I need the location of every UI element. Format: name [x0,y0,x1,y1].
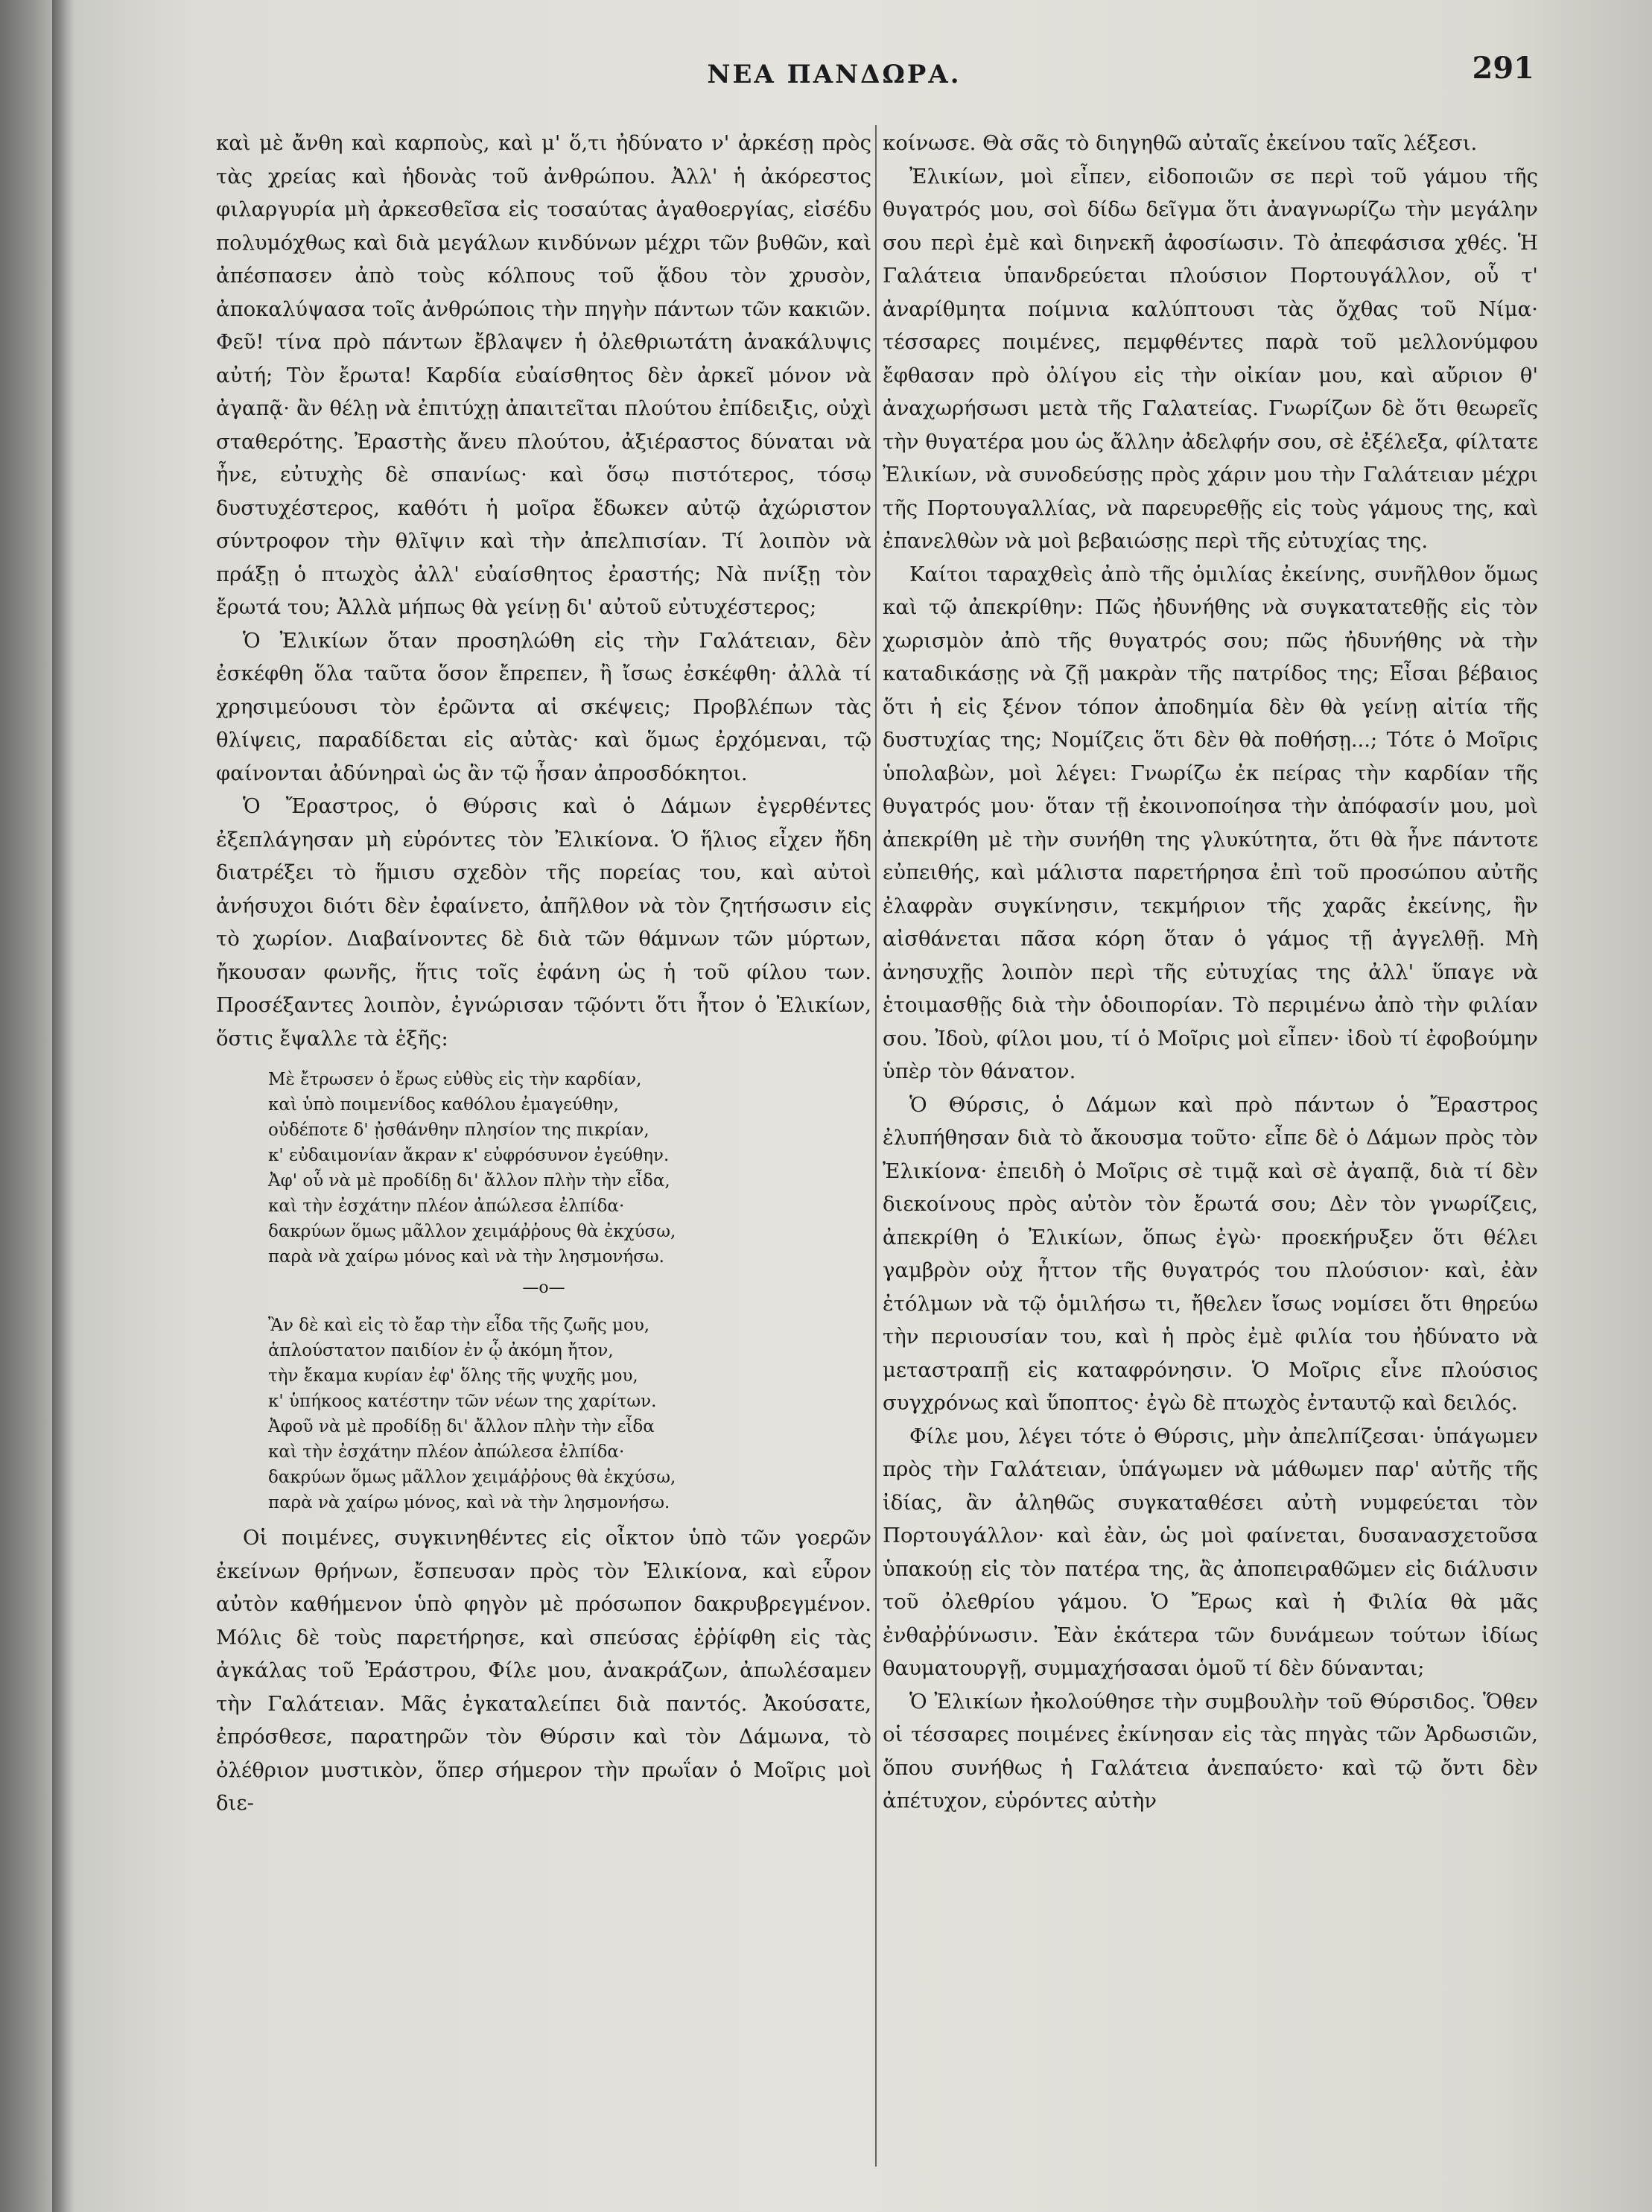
poem-line: δακρύων ὅμως μᾶλλον χειμάῤῥους θὰ ἐκχύσω, [268,1222,676,1241]
poem-line: ἁπλούστατον παιδίον ἐν ᾧ ἀκόμη ἤτον, [268,1341,614,1360]
poem-line: καὶ τὴν ἐσχάτην πλέον ἀπώλεσα ἐλπίδα· [268,1442,625,1462]
poem-line: καὶ τὴν ἐσχάτην πλέον ἀπώλεσα ἐλπίδα· [268,1197,625,1216]
poem-line: Ἀφ' οὗ νὰ μὲ προδίδῃ δι' ἄλλον πλὴν τὴν εἶδα, [268,1171,670,1191]
poem-line: καὶ ὑπὸ ποιμενίδος καθόλου ἐμαγεύθην, [268,1095,619,1115]
right-paragraph-5: Φίλε μου, λέγει τότε ὁ Θύρσις, μὴν ἀπελπίζεσαι· ὑπάγωμεν πρὸς τὴν Γαλάτειαν, ὑπάγωμεν νὰ μάθωμεν παρ' αὐτῆς τῆς ἰδίας, ἂν ἀληθῶς συγκαταθέσει αὐτὴ νυμφεύεται τὸν Πορτουγάλλον· καὶ ἐὰν, ὡς μοὶ φαίνεται, δυσανασχετοῦσα ὑπακούῃ εἰς τὸν πατέρα της, ἂς ἀποπειραθῶμεν εἰς διάλυσιν τοῦ ὀλεθρίου γάμου. Ὁ Ἔρως καὶ ἡ Φιλία θὰ μᾶς ἐνθαῤῥύνωσιν. Ἐὰν ἑκάτερα τῶν δυνάμεων τούτων ἰδίως θαυματουργῇ, συμμαχήσασαι ὁμοῦ τί δὲν δύνανται; [883,1424,1538,1680]
right-paragraph-1: κοίνωσε. Θὰ σᾶς τὸ διηγηθῶ αὐταῖς ἐκείνου ταῖς λέξεσι. [883,131,1478,155]
left-column [216,127,871,1820]
poem-stanza-1 [268,1067,871,1270]
poem-line: Ἂν δὲ καὶ εἰς τὸ ἔαρ τὴν εἶδα τῆς ζωῆς μου, [268,1316,650,1335]
right-paragraph-6: Ὁ Ἐλικίων ἠκολούθησε τὴν συμβουλὴν τοῦ Θύρσιδος. Ὅθεν οἱ τέσσαρες ποιμένες ἐκίνησαν εἰς τὰς πηγὰς τῶν Ἀρδωσιῶν, ὅπου συνήθως ἡ Γαλάτεια ἀνεπαύετο· καὶ τῷ ὄντι δὲν ἀπέτυχον, εὑρόντες αὐτὴν [883,1689,1538,1813]
poem-line: παρὰ νὰ χαίρω μόνος, καὶ νὰ τὴν λησμονήσω. [268,1493,670,1512]
book-gutter-shadow [52,0,74,2212]
left-paragraph-4: Οἱ ποιμένες, συγκινηθέντες εἰς οἶκτον ὑπὸ τῶν γοερῶν ἐκείνων θρήνων, ἔσπευσαν πρὸς τὸν Ἐλικίονα, καὶ εὗρον αὐτὸν καθήμενον ὑπὸ φηγὸν μὲ πρόσωπον δακρυβρεγμένον. Μόλις δὲ τοὺς παρετήρησε, καὶ σπεύσας ἐῤῥίφθη εἰς τὰς ἀγκάλας τοῦ Ἐράστρου, Φίλε μου, ἀνακράζων, ἀπωλέσαμεν τὴν Γαλάτειαν. Μᾶς ἐγκαταλείπει διὰ παντός. Ἀκούσατε, ἐπρόσθεσε, παρατηρῶν τὸν Θύρσιν καὶ τὸν Δάμωνα, τὸ ὀλέθριον μυστικὸν, ὅπερ σήμερον τὴν πρωΐαν ὁ Μοῖρις μοὶ διε- [216,1526,871,1815]
poem-stanza-2 [268,1313,871,1515]
poem-line: κ' εὐδαιμονίαν ἄκραν κ' εὐφρόσυνον ἐγεύθην. [268,1146,670,1165]
poem-line: Μὲ ἔτρωσεν ὁ ἔρως εὐθὺς εἰς τὴν καρδίαν, [268,1070,642,1089]
right-column [883,127,1538,1818]
left-paragraph-1: καὶ μὲ ἄνθη καὶ καρποὺς, καὶ μ' ὅ,τι ἠδύνατο ν' ἀρκέσῃ πρὸς τὰς χρείας καὶ ἡδονὰς τοῦ ἀνθρώπου. Ἀλλ' ἡ ἀκόρεστος φιλαργυρία μὴ ἀρκεσθεῖσα εἰς τοσαύτας ἀγαθοεργίας, εἰσέδυ πολυμόχθως καὶ διὰ μεγάλων κινδύνων μέχρι τῶν βυθῶν, καὶ ἀπέσπασεν ἀπὸ τοὺς κόλπους τοῦ ᾅδου τὸν χρυσὸν, ἀποκαλύψασα τοῖς ἀνθρώποις τὴν πηγὴν πάντων τῶν κακιῶν. Φεῦ! τίνα πρὸ πάντων ἔβλαψεν ἡ ὀλεθριωτάτη ἀνακάλυψις αὐτή; Τὸν ἔρωτα! Καρδία εὐαίσθητος δὲν ἀρκεῖ μόνον νὰ ἀγαπᾷ· ἂν θέλῃ νὰ ἐπιτύχῃ ἀπαιτεῖται πλούτου ἐπίδειξις, οὐχὶ σταθερότης. Ἐραστὴς ἄνευ πλούτου, ἀξιέραστος δύναται νὰ ἦνε, εὐτυχὴς δὲ σπανίως· καὶ ὅσῳ πιστότερος, τόσῳ δυστυχέστερος, καθότι ἡ μοῖρα ἔδωκεν αὐτῷ ἀχώριστον σύντροφον τὴν θλῖψιν καὶ τὴν ἀπελπισίαν. Τί λοιπὸν νὰ πράξῃ ὁ πτωχὸς ἀλλ' εὐαίσθητος ἐραστής; Νὰ πνίξῃ τὸν ἔρωτά του; Ἀλλὰ μήπως θὰ γείνῃ δι' αὐτοῦ εὐτυχέστερος; [216,131,871,619]
running-title: ΝΕΑ ΠΑΝΔΩΡΑ. [707,60,962,89]
page-number: 291 [1472,51,1534,86]
column-rule [875,125,877,2167]
stanza-separator: —o— [522,1278,565,1297]
right-paragraph-2: Ἐλικίων, μοὶ εἶπεν, εἰδοποιῶν σε περὶ τοῦ γάμου τῆς θυγατρός μου, σοὶ δίδω δεῖγμα ὅτι ἀναγνωρίζω τὴν μεγάλην σου περὶ ἐμὲ καὶ διηνεκῆ ἀφοσίωσιν. Τὸ ἀπεφάσισα χθές. Ἡ Γαλάτεια ὑπανδρεύεται πλούσιον Πορτουγάλλον, οὗ τ' ἀναρίθμητα ποίμνια καλύπτουσι τὰς ὄχθας τοῦ Νίμα· τέσσαρες ποιμένες, πεμφθέντες παρὰ τοῦ μελλονύμφου ἔφθασαν πρὸ ὀλίγου εἰς τὴν οἰκίαν μου, καὶ αὔριον θ' ἀναχωρήσωσι μετὰ τῆς Γαλατείας. Γνωρίζων δὲ ὅτι θεωρεῖς τὴν θυγατέρα μου ὡς ἄλλην ἀδελφήν σου, σὲ ἐξέλεξα, φίλτατε Ἐλικίων, νὰ συνοδεύσῃς πρὸς χάριν μου τὴν Γαλάτειαν μέχρι τῆς Πορτουγαλλίας, νὰ παρευρεθῇς εἰς τοὺς γάμους της, καὶ ἐπανελθὼν νὰ μοὶ βεβαιώσῃς περὶ τῆς εὐτυχίας της. [883,164,1538,553]
poem-line: κ' ὑπήκοος κατέστην τῶν νέων της χαρίτων. [268,1392,657,1411]
poem-line: Ἀφοῦ νὰ μὲ προδίδῃ δι' ἄλλον πλὴν τὴν εἶδα [268,1417,655,1436]
right-paragraph-3: Καίτοι ταραχθεὶς ἀπὸ τῆς ὁμιλίας ἐκείνης, συνῆλθον ὅμως καὶ τῷ ἀπεκρίθην: Πῶς ἠδυνήθης νὰ συγκατατεθῇς εἰς τὸν χωρισμὸν ἀπὸ τῆς θυγατρός σου; πῶς ἠδυνήθης νὰ τὴν καταδικάσῃς νὰ ζῇ μακρὰν τῆς πατρίδος της; Εἶσαι βέβαιος ὅτι ἡ εἰς ξένον τόπον ἀποδημία δὲν θὰ γείνῃ αἰτία τῆς δυστυχίας της; Νομίζεις ὅτι δὲν θὰ ποθήσῃ...; Τότε ὁ Μοῖρις ὑπολαβὼν, μοὶ λέγει: Γνωρίζω ἐκ πείρας τὴν καρδίαν τῆς θυγατρός μου· ὅταν τῇ ἐκοινοποίησα τὴν ἀπόφασίν μου, μοὶ ἀπεκρίθη μὲ τὴν συνήθη της γλυκύτητα, ὅτι θὰ ἦνε πάντοτε εὐπειθής, καὶ μάλιστα παρετήρησα ἐπὶ τοῦ προσώπου αὐτῆς ἐλαφρὰν συγκίνησιν, τεκμήριον τῆς χαρᾶς ἐκείνης, ἣν αἰσθάνεται πᾶσα κόρη ὅταν ὁ γάμος τῇ ἀγγελθῇ. Μὴ ἀνησυχῇς λοιπὸν περὶ τῆς εὐτυχίας της ἀλλ' ὕπαγε νὰ ἑτοιμασθῇς διὰ τὴν ὁδοιπορίαν. Τὸ περιμένω ἀπὸ τὴν φιλίαν σου. Ἰδοὺ, φίλοι μου, τί ὁ Μοῖρις μοὶ εἶπεν· ἰδοὺ τί ἐφοβούμην ὑπὲρ τὸν θάνατον. [883,562,1538,1083]
left-paragraph-3: Ὁ Ἔραστρος, ὁ Θύρσις καὶ ὁ Δάμων ἐγερθέντες ἐξεπλάγησαν μὴ εὑρόντες τὸν Ἐλικίονα. Ὁ ἥλιος εἶχεν ἤδη διατρέξει τὸ ἥμισυ σχεδὸν τῆς πορείας του, καὶ αὐτοὶ ἀνήσυχοι διότι δὲν ἐφαίνετο, ἀπῆλθον νὰ τὸν ζητήσωσιν εἰς τὸ χωρίον. Διαβαίνοντες δὲ διὰ τῶν θάμνων τῶν μύρτων, ἤκουσαν φωνῆς, ἥτις τοῖς ἐφάνη ὡς ἡ τοῦ φίλου των. Προσέξαντες λοιπὸν, ἐγνώρισαν τῷόντι ὅτι ἦτον ὁ Ἐλικίων, ὅστις ἔψαλλε τὰ ἑξῆς: [216,794,871,1050]
poem-line: παρὰ νὰ χαίρω μόνος καὶ νὰ τὴν λησμονήσω. [268,1247,664,1267]
right-paragraph-4: Ὁ Θύρσις, ὁ Δάμων καὶ πρὸ πάντων ὁ Ἔραστρος ἐλυπήθησαν διὰ τὸ ἄκουσμα τοῦτο· εἶπε δὲ ὁ Δάμων πρὸς τὸν Ἐλικίονα· ἐπειδὴ ὁ Μοῖρις σὲ τιμᾷ καὶ σὲ ἀγαπᾷ, διὰ τί δὲν διεκοίνους πρὸς αὐτὸν τὸν ἔρωτά σου; Δὲν τὸν γνωρίζεις, ἀπεκρίθη ὁ Ἐλικίων, ὅπως ἐγὼ· προεκήρυξεν ὅτι θέλει γαμβρὸν οὐχ ἧττον τῆς θυγατρός του πλούσιον· καὶ, ἐὰν ἐτόλμων νὰ τῷ ὁμιλήσω τι, ἤθελεν ἴσως νομίσει ὅτι θηρεύω τὴν περιουσίαν του, καὶ ἡ πρὸς ἐμὲ φιλία του ἠδύνατο νὰ μεταστραπῇ εἰς καταφρόνησιν. Ὁ Μοῖρις εἶνε πλούσιος συγχρόνως καὶ ὕποπτος· ἐγὼ δὲ πτωχὸς ἐνταυτῷ καὶ δειλός. [883,1092,1538,1415]
book-page [216,45,1538,2175]
running-head [216,51,1534,104]
poem-line: δακρύων ὅμως μᾶλλον χειμάῤῥους θὰ ἐκχύσω, [268,1468,676,1487]
poem-line: οὐδέποτε δ' ᾐσθάνθην πλησίον της πικρίαν, [268,1121,649,1140]
poem-line: τὴν ἔκαμα κυρίαν ἐφ' ὅλης τῆς ψυχῆς μου, [268,1366,638,1386]
left-paragraph-2: Ὁ Ἐλικίων ὅταν προσηλώθη εἰς τὴν Γαλάτειαν, δὲν ἐσκέφθη ὅλα ταῦτα ὅσον ἔπρεπεν, ἢ ἴσως ἐσκέφθη· ἀλλὰ τί χρησιμεύουσι τὸν ἐρῶντα αἱ σκέψεις; Προβλέπων τὰς θλίψεις, παραδίδεται εἰς αὐτὰς· καὶ ὅμως ἐρχόμεναι, τῷ φαίνονται ἀδύνηραὶ ὡς ἂν τῷ ἦσαν ἀπροσδόκητοι. [216,628,871,785]
